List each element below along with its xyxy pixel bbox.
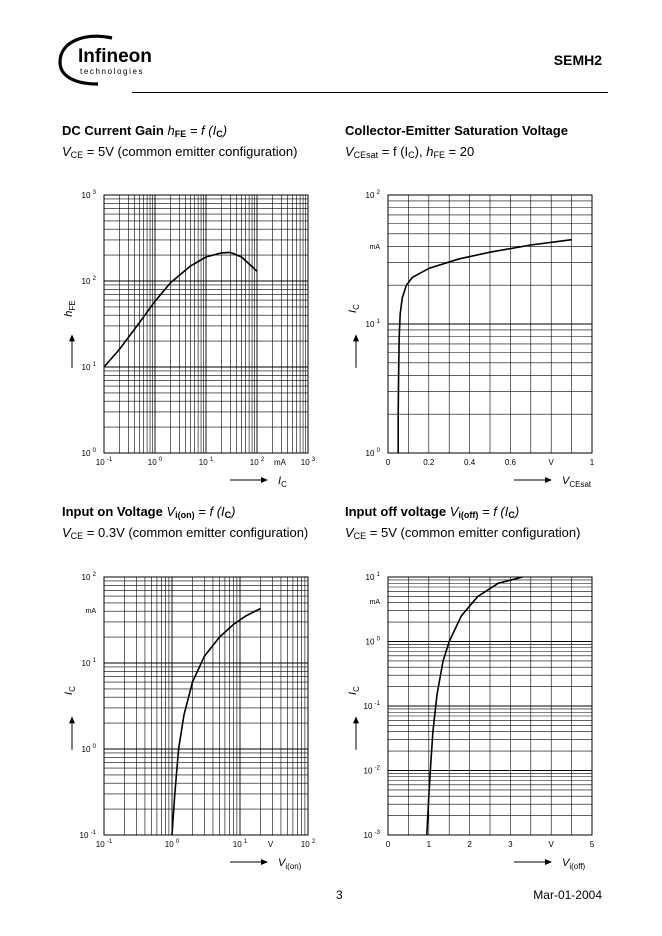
- y-axis-arrowhead: [69, 716, 75, 723]
- x-axis-arrowhead: [261, 477, 268, 483]
- y-axis-label: $I_C$: [347, 686, 361, 695]
- y-unit-label: mA: [369, 599, 380, 607]
- chart1-subtitle: $V_{CE} = 5V$ (common emitter configuration): [62, 144, 298, 160]
- x-tick-label: 0.2: [423, 458, 435, 467]
- x-unit-label: V: [548, 840, 554, 849]
- logo-text: Infineon: [78, 46, 152, 67]
- header-rule: [132, 92, 608, 93]
- x-unit-label: V: [267, 840, 274, 849]
- x-tick-label: 3: [508, 840, 513, 849]
- y-tick-label: 10 $^1$: [365, 572, 380, 582]
- x-tick-label: 10 $^1$: [232, 839, 248, 849]
- dc-current-gain-chart: [0, 180, 331, 490]
- y-tick-label: 10 $^1$: [365, 319, 380, 329]
- x-unit-label: mA: [273, 458, 286, 467]
- y-tick-label: 10 $^{-1}$: [79, 830, 96, 840]
- chart4-title: Input off voltage $V_{i(off)} = f$ $(I_C)$: [345, 504, 520, 520]
- y-axis-arrowhead: [353, 334, 359, 341]
- x-tick-label: 0.4: [464, 458, 476, 467]
- document-id: SEMH2: [553, 52, 602, 68]
- x-tick-label: 0: [385, 840, 391, 849]
- y-tick-label: 10 $^2$: [81, 572, 96, 582]
- x-axis-label: VCEsat: [562, 475, 592, 489]
- x-tick-label: 1: [589, 458, 595, 467]
- x-tick-label: 10 $^1$: [198, 457, 214, 467]
- plot-frame: [104, 577, 308, 835]
- y-tick-label: 10 $^0$: [81, 448, 96, 458]
- x-tick-label: 10 $^0$: [164, 839, 180, 849]
- y-tick-label: 10 $^0$: [365, 448, 380, 458]
- data-series-line: [104, 252, 257, 367]
- x-tick-label: 10 $^2$: [300, 839, 316, 849]
- y-unit-label: mA: [369, 244, 380, 252]
- x-axis-label: Vi(on): [278, 857, 302, 871]
- y-tick-label: 10 $^2$: [81, 276, 96, 286]
- data-series-line: [172, 609, 261, 836]
- x-tick-label: 10 $^2$: [249, 457, 265, 467]
- y-tick-label: 10 $^1$: [81, 658, 96, 668]
- y-tick-label: 10 $^2$: [365, 190, 380, 200]
- infineon-logo: [52, 32, 167, 90]
- y-tick-label: 10 $^{-1}$: [363, 701, 380, 711]
- x-tick-label: 2: [467, 840, 472, 849]
- input-off-voltage-chart: [331, 562, 662, 872]
- logo-subtext: technologies: [80, 67, 145, 76]
- x-axis-arrowhead: [545, 859, 552, 865]
- y-tick-label: 10 $^3$: [81, 190, 96, 200]
- x-axis-label: Vi(off): [562, 857, 586, 871]
- x-tick-label: 0: [385, 458, 391, 467]
- saturation-voltage-chart: [331, 180, 662, 490]
- y-axis-label: $h_{FE}$: [63, 300, 77, 317]
- chart3-subtitle: $V_{CE} = 0.3V$ (common emitter configuration): [62, 525, 309, 541]
- x-tick-label: 10 $^3$: [300, 457, 316, 467]
- chart4-subtitle: $V_{CE} = 5V$ (common emitter configuration): [345, 525, 581, 541]
- y-axis-arrowhead: [353, 716, 359, 723]
- y-axis-label: $I_C$: [347, 304, 361, 313]
- x-tick-label: 10 $^{-1}$: [95, 839, 113, 849]
- x-axis-arrowhead: [545, 477, 552, 483]
- x-unit-label: V: [548, 458, 554, 467]
- y-tick-label: 10 $^0$: [365, 636, 380, 647]
- page-number: 3: [336, 888, 343, 902]
- page-date: Mar-01-2004: [533, 888, 602, 902]
- x-tick-label: 0.6: [504, 458, 516, 467]
- x-tick-label: 1: [426, 840, 432, 849]
- data-series-line: [398, 240, 571, 453]
- chart2-title: Collector-Emitter Saturation Voltage: [345, 123, 568, 138]
- x-tick-label: 10 $^{-1}$: [95, 457, 113, 467]
- y-tick-label: 10 $^{-3}$: [363, 830, 380, 840]
- chart2-subtitle: $V_{CEsat} = f$ $(I_C)$, $h_{FE} = 20$: [345, 144, 475, 160]
- y-unit-label: mA: [85, 608, 96, 616]
- chart1-title: DC Current Gain $h_{FE} = f$ $(I_C)$: [62, 123, 228, 139]
- y-tick-label: 10 $^1$: [81, 362, 96, 372]
- x-axis-arrowhead: [261, 859, 268, 865]
- y-axis-label: $I_C$: [63, 686, 77, 695]
- input-on-voltage-chart: [0, 562, 331, 872]
- y-tick-label: 10 $^{-2}$: [363, 765, 380, 776]
- chart3-title: Input on Voltage $V_{i(on)} = f$ $(I_C)$: [62, 504, 236, 520]
- y-axis-arrowhead: [69, 334, 75, 341]
- x-axis-label: IC: [278, 475, 287, 489]
- y-tick-label: 10 $^0$: [81, 744, 96, 754]
- x-tick-label: 10 $^0$: [147, 457, 163, 467]
- x-tick-label: 5: [589, 840, 595, 849]
